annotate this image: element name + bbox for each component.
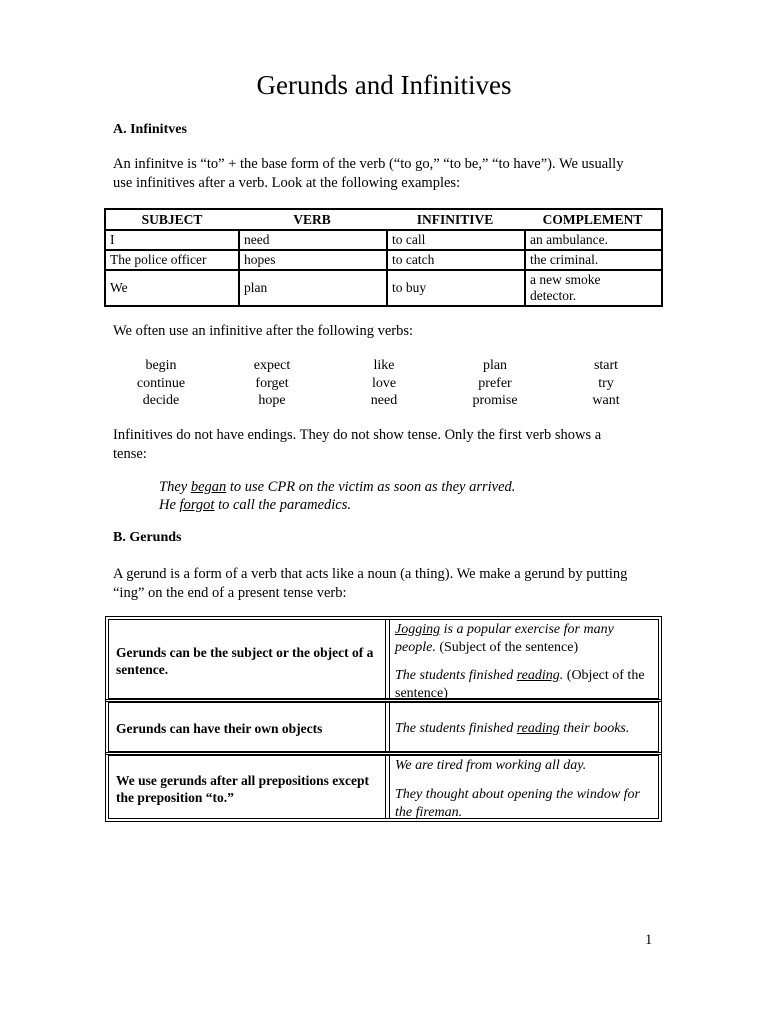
table-cell: I xyxy=(106,229,238,249)
table-cell: the criminal. xyxy=(524,249,661,269)
rule-text: Gerunds can have their own objects xyxy=(116,721,323,736)
verb-item: hope xyxy=(258,393,286,408)
gerund-word: reading xyxy=(516,721,560,736)
verb-item: start xyxy=(593,358,619,373)
rule-text: Gerunds can be the subject or the object of a sentence. xyxy=(116,645,374,677)
page-number: 1 xyxy=(645,932,653,948)
example-text: The students finished xyxy=(395,721,517,736)
table-cell: plan xyxy=(238,269,386,305)
tensed-verb: forgot xyxy=(179,497,215,513)
intro-line: A gerund is a form of a verb that acts like a noun (a thing). We make a gerund by putting xyxy=(113,566,628,582)
column-header: VERB xyxy=(293,211,331,227)
gerund-word: Jogging xyxy=(395,622,441,637)
gerund-word: reading xyxy=(516,668,560,683)
rule-example: We are tired from working all day. xyxy=(395,758,587,773)
verb-item: decide xyxy=(142,393,180,408)
intro-line: use infinitives after a verb. Look at the following examples: xyxy=(113,175,461,191)
tense-line: Infinitives do not have endings. They do not show tense. Only the first verb shows a xyxy=(113,427,602,443)
example-text: is a popular exercise for many people. xyxy=(395,622,614,655)
verb-item: want xyxy=(592,393,620,408)
table-cell: to call xyxy=(386,229,524,249)
intro-line: An infinitve is “to” + the base form of the verb (“to go,” “to be,” “to have”). We usually xyxy=(113,156,624,172)
example-text: The students finished xyxy=(395,668,517,683)
verb-item: continue xyxy=(136,375,186,391)
rule-text: We use gerunds after all prepositions except the preposition “to.” xyxy=(116,773,369,805)
tense-paragraph xyxy=(113,426,601,464)
rule-example: They thought about opening the window for the fireman. xyxy=(395,787,640,820)
section-b-heading: B. Gerunds xyxy=(113,530,182,545)
column-header: COMPLEMENT xyxy=(542,211,643,227)
table-cell: an ambulance. xyxy=(524,229,661,249)
table-cell: hopes xyxy=(238,249,386,269)
table-cell: need xyxy=(238,229,386,249)
gerund-rule-row xyxy=(105,699,662,755)
table-row xyxy=(106,269,661,305)
verb-item: promise xyxy=(472,393,518,408)
table-cell: to catch xyxy=(386,249,524,269)
section-a-heading: A. Infinitves xyxy=(113,122,187,137)
table-cell: to buy xyxy=(386,269,524,305)
rule-example xyxy=(395,720,654,738)
example-text: to call the paramedics. xyxy=(214,497,351,513)
table-header-row xyxy=(106,210,661,229)
gerund-rule-row xyxy=(105,616,662,702)
example-text: . xyxy=(559,668,564,683)
example-text: their books. xyxy=(559,721,630,736)
example-sentence xyxy=(159,478,515,497)
example-sentence xyxy=(159,496,351,515)
verb-item: expect xyxy=(253,358,291,373)
gerund-rule-row xyxy=(105,752,662,822)
table-cell: a new smoke detector. xyxy=(524,269,661,305)
verb-item: need xyxy=(370,393,398,408)
table-row xyxy=(106,249,661,269)
column-header: SUBJECT xyxy=(141,211,203,227)
table-cell: The police officer xyxy=(106,249,238,269)
infinitive-examples-table xyxy=(104,208,663,307)
verb-column xyxy=(329,357,439,410)
example-text: They xyxy=(159,479,191,495)
verb-column xyxy=(551,357,661,410)
verb-column xyxy=(106,357,216,410)
example-note: (Object of the sentence) xyxy=(395,668,645,701)
verbs-intro: We often use an infinitive after the following verbs: xyxy=(113,323,414,339)
rule-example xyxy=(395,667,654,702)
verb-item: begin xyxy=(145,358,177,373)
verb-item: plan xyxy=(482,358,508,373)
example-note: (Subject of the sentence) xyxy=(435,639,579,655)
verb-column xyxy=(440,357,550,410)
section-b-intro xyxy=(113,565,627,603)
tensed-verb: began xyxy=(190,479,227,495)
verb-item: like xyxy=(373,358,395,373)
table-row xyxy=(106,229,661,249)
verb-item: try xyxy=(598,375,614,391)
rule-example xyxy=(395,621,654,656)
example-text: He xyxy=(159,497,180,513)
column-header: INFINITIVE xyxy=(416,211,494,227)
table-cell: We xyxy=(106,269,238,305)
verb-column xyxy=(217,357,327,410)
verb-item: prefer xyxy=(478,375,512,391)
example-text: to use CPR on the victim as soon as they arrived. xyxy=(226,479,516,495)
page-title: Gerunds and Infinitives xyxy=(256,70,512,100)
section-a-intro xyxy=(113,155,623,193)
tense-line: tense: xyxy=(113,446,147,462)
verb-item: love xyxy=(371,375,397,391)
verb-item: forget xyxy=(255,375,289,391)
intro-line: “ing” on the end of a present tense verb: xyxy=(113,585,347,601)
